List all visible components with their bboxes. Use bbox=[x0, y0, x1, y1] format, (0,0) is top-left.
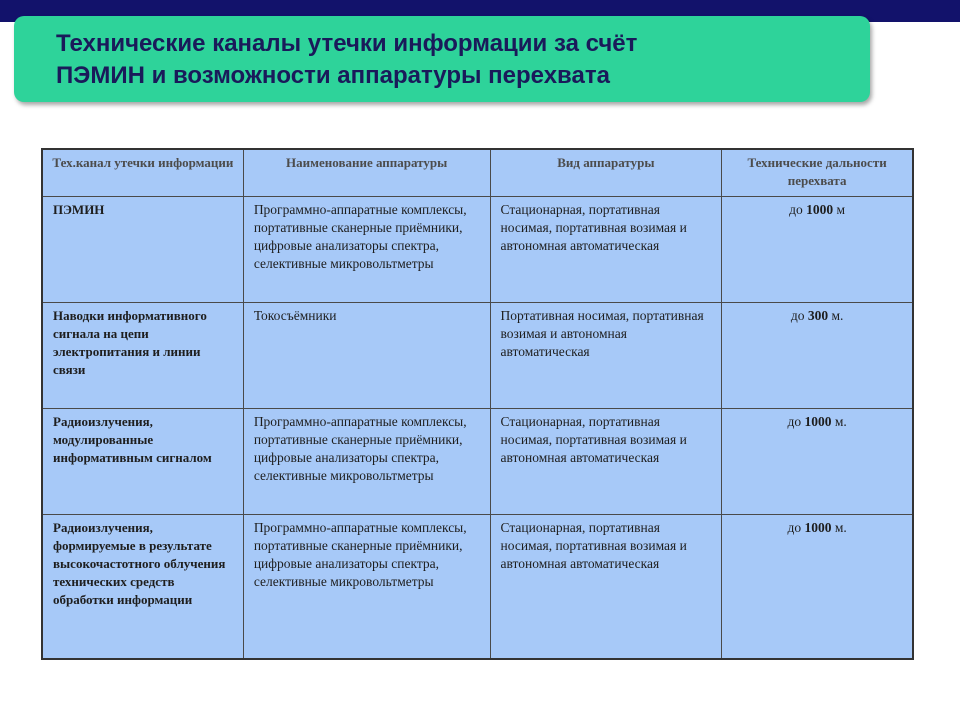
cell-equipment: Программно-аппаратные комплексы, портативные сканерные приёмники, цифровые анализаторы спектра, селективные микровольтметры bbox=[243, 409, 490, 515]
title-line-1: Технические каналы утечки информации за счёт bbox=[56, 30, 638, 57]
range-prefix: до bbox=[790, 308, 805, 323]
cell-range bbox=[722, 409, 913, 515]
cell-type: Портативная носимая, портативная возимая и автономная автоматическая bbox=[490, 303, 722, 409]
cell-range bbox=[722, 303, 913, 409]
cell-channel: Наводки информативного сигнала на цепи электропитания и линии связи bbox=[42, 303, 243, 409]
cell-range bbox=[722, 515, 913, 660]
range-value: 1000 bbox=[804, 414, 832, 429]
range-suffix: м. bbox=[834, 414, 847, 429]
page-title bbox=[56, 28, 856, 92]
cell-equipment: Программно-аппаратные комплексы, портативные сканерные приёмники, цифровые анализаторы спектра, селективные микровольтметры bbox=[243, 515, 490, 660]
column-header-type: Вид аппаратуры bbox=[490, 149, 722, 197]
cell-type: Стационарная, портативная носимая, портативная возимая и автономная автоматическая bbox=[490, 197, 722, 303]
range-value: 1000 bbox=[806, 202, 834, 217]
range-suffix: м. bbox=[831, 308, 844, 323]
cell-equipment: Токосъёмники bbox=[243, 303, 490, 409]
cell-channel: ПЭМИН bbox=[42, 197, 243, 303]
cell-type: Стационарная, портативная носимая, портативная возимая и автономная автоматическая bbox=[490, 409, 722, 515]
range-prefix: до bbox=[787, 520, 802, 535]
range-prefix: до bbox=[787, 414, 802, 429]
column-header-equipment: Наименование аппаратуры bbox=[243, 149, 490, 197]
table-row bbox=[42, 409, 913, 515]
range-suffix: м. bbox=[834, 520, 847, 535]
table-header-row bbox=[42, 149, 913, 197]
range-prefix: до bbox=[789, 202, 803, 217]
range-value: 1000 bbox=[804, 520, 832, 535]
range-value: 300 bbox=[807, 308, 829, 323]
table-row bbox=[42, 197, 913, 303]
column-header-range: Технические дальности перехвата bbox=[722, 149, 913, 197]
cell-channel: Радиоизлучения, формируемые в результате высокочастотного облучения технических средств обработки информации bbox=[42, 515, 243, 660]
table-row bbox=[42, 303, 913, 409]
table-row bbox=[42, 515, 913, 660]
title-line-2: ПЭМИН и возможности аппаратуры перехвата bbox=[56, 62, 610, 89]
title-banner bbox=[14, 16, 870, 102]
cell-channel: Радиоизлучения, модулированные информативным сигналом bbox=[42, 409, 243, 515]
cell-type: Стационарная, портативная носимая, портативная возимая и автономная автоматическая bbox=[490, 515, 722, 660]
cell-range bbox=[722, 197, 913, 303]
cell-equipment: Программно-аппаратные комплексы, портативные сканерные приёмники, цифровые анализаторы спектра, селективные микровольтметры bbox=[243, 197, 490, 303]
column-header-channel: Тех.канал утечки информации bbox=[42, 149, 243, 197]
range-suffix: м bbox=[836, 202, 846, 217]
leak-channels-table bbox=[41, 148, 914, 660]
